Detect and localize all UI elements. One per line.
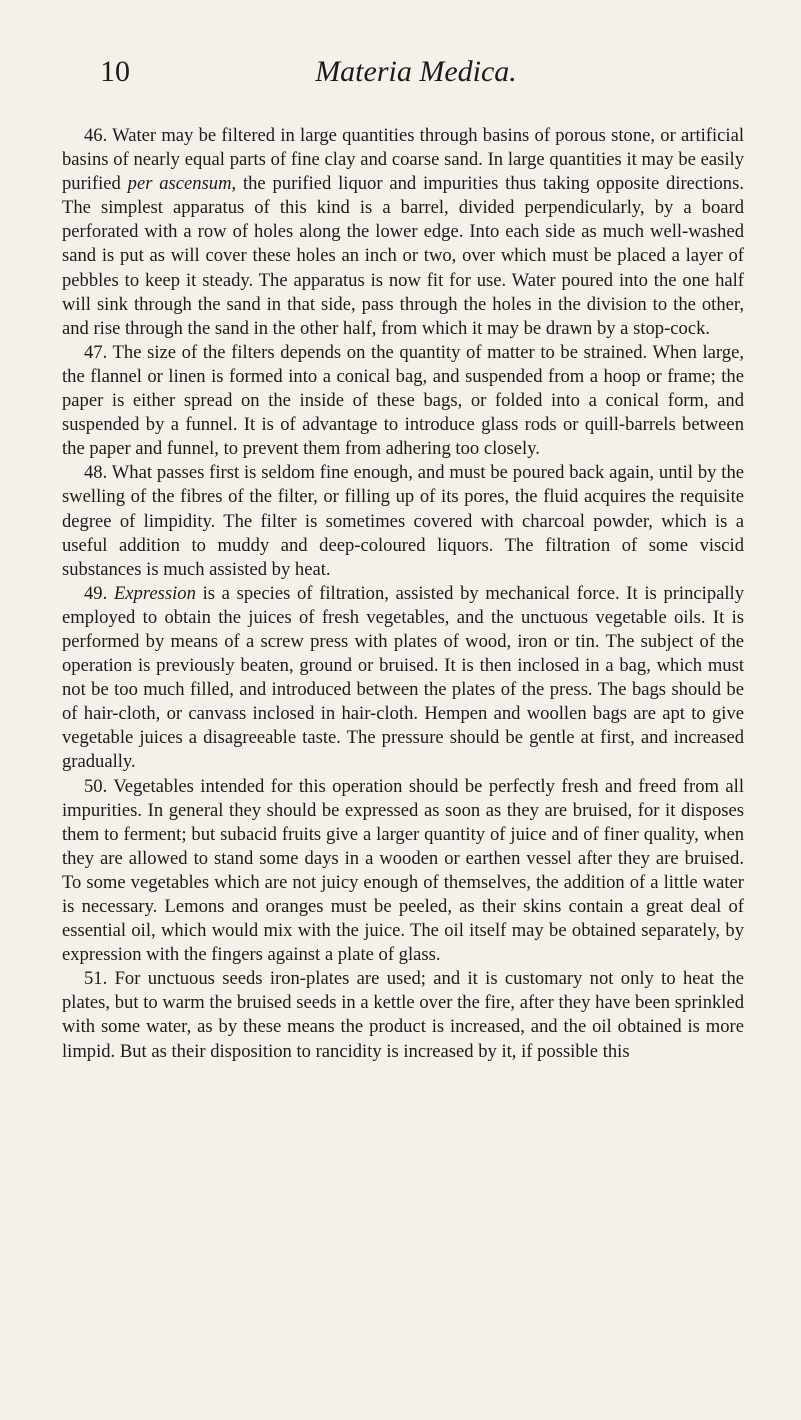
paragraph-46-text: 46. Water may be filtered in large quantities through basins of porous stone, or artificial basins of nearly equal parts of fine clay and coarse sand. In large quantities it may be easily purified (62, 125, 744, 195)
running-title: Materia Medica. (315, 55, 517, 88)
paragraph-46 (62, 124, 744, 341)
paragraph-49 (62, 582, 744, 775)
paragraph-47: 47. The size of the filters depends on the quantity of matter to be strained. When large, the flannel or linen is formed into a conical bag, and suspended from a hoop or frame; the paper is either spread on the inside of these bags, or folded into a conical form, and suspended by a funnel. It is of advantage to introduce glass rods or quill-barrels between the paper and funnel, to prevent them from adhering too closely. (62, 341, 744, 460)
paragraph-49-rest: is a species of filtration, assisted by mechanical force. It is principally employed to obtain the juices of fresh vegetables, and the unctuous vegetable oils. It is performed by means of a screw press with plates of wood, iron or tin. The subject of the operation is previously beaten, ground or bruised. It is then inclosed in a bag, which must not be too much filled, and introduced between the plates of the press. The bags should be of hair-cloth, or canvass inclosed in hair-cloth. Hempen and woollen bags are apt to give vegetable juices a disagreeable taste. The pressure should be gentle at first, and increased gradually. (62, 582, 744, 773)
page-number: 10 (100, 55, 130, 88)
paragraph-46-italic: per ascensum (127, 173, 232, 195)
paragraph-49-italic: Expression (113, 582, 196, 604)
paragraph-51: 51. For unctuous seeds iron-plates are used; and it is customary not only to heat the plates, but to warm the bruised seeds in a kettle over the fire, after they have been sprinkled with some water, as by these means the product is increased, and the oil obtained is more limpid. But as their disposition to rancidity is increased by it, if possible this (62, 968, 744, 1062)
paragraph-50: 50. Vegetables intended for this operation should be perfectly fresh and freed from all impurities. In general they should be expressed as soon as they are bruised, for it disposes them to ferment; but subacid fruits give a larger quantity of juice and of finer quality, when they are allowed to stand some days in a wooden or earthen vessel after they are bruised. To some vegetables which are not juicy enough of themselves, the addition of a little water is necessary. Lemons and oranges must be peeled, as their skins contain a great deal of essential oil, which would mix with the juice. The oil itself may be obtained separately, by expression with the fingers against a plate of glass. (62, 775, 744, 966)
paragraph-46-rest: , the purified liquor and impurities thus taking opposite directions. The simplest apparatus of this kind is a barrel, divided perpendicularly, by a board perforated with a row of holes along the lower edge. Into each side as much well-washed sand is put as will cover these holes an inch or two, over which must be placed a layer of pebbles to keep it steady. The apparatus is now fit for use. Water poured into the one half will sink through the sand in that side, pass through the holes in the division to the other, and rise through the sand in the other half, from which it may be drawn by a stop-cock. (62, 173, 744, 339)
paragraph-48: 48. What passes first is seldom fine enough, and must be poured back again, until by the swelling of the fibres of the filter, or filling up of its pores, the fluid acquires the requisite degree of limpidity. The filter is sometimes covered with charcoal powder, which is a useful addition to muddy and deep-coloured liquors. The filtration of some viscid substances is much assisted by heat. (62, 462, 744, 580)
paragraph-49-lead: 49. (84, 582, 114, 604)
page-header (100, 52, 720, 92)
body-text (62, 124, 744, 1064)
